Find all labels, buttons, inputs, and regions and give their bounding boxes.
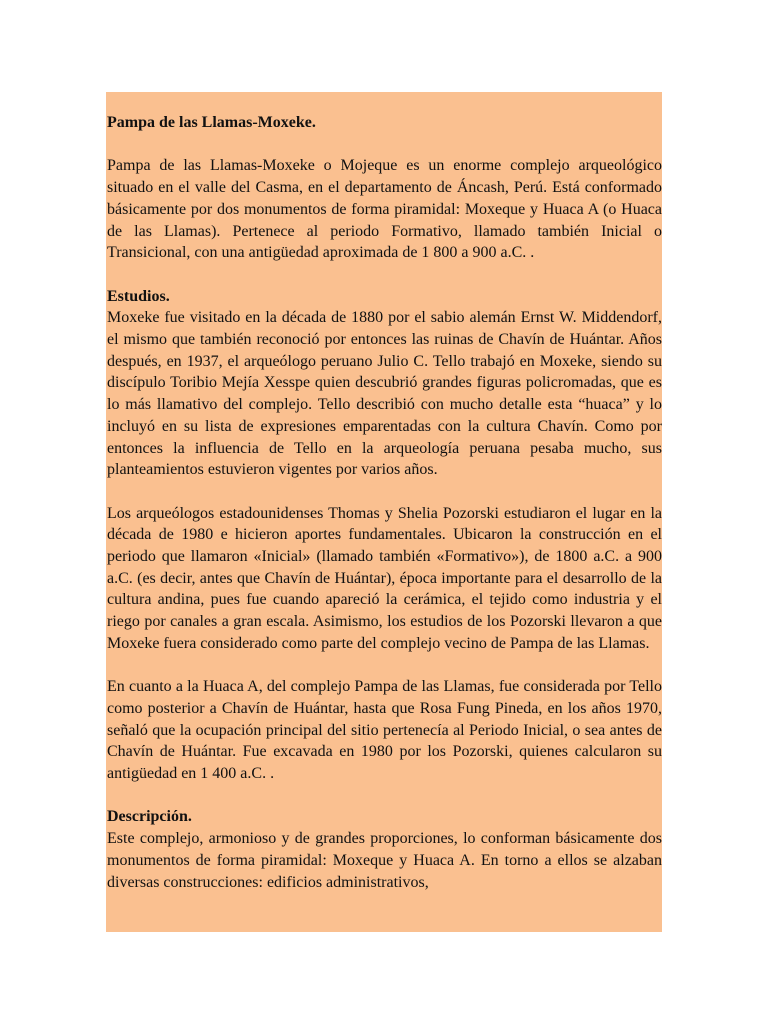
description-paragraph-1: Este complejo, armonioso y de grandes proporciones, lo conforman básicamente dos monumentos de forma piramidal: Moxeque y Huaca A. En torno a ellos se alzaban diversas construcciones: edificios administrativos, [107,830,662,891]
document-panel [106,92,662,932]
document-content [107,112,662,893]
studies-paragraph-2: Los arqueólogos estadounidenses Thomas y Shelia Pozorski estudiaron el lugar en la década de 1980 e hicieron aportes fundamentales. Ubicaron la construcción en el periodo que llamaron «Inicial» (llamado también «Formativo»), de 1800 a.C. a 900 a.C. (es decir, antes que Chavín de Huántar), época importante para el desarrollo de la cultura andina, pues fue cuando apareció la cerámica, el tejido como industria y el riego por canales a gran escala. Asimismo, los estudios de los Pozorski llevaron a que Moxeke fuera considerado como parte del complejo vecino de Pampa de las Llamas. [107,504,662,652]
studies-paragraph-3: En cuanto a la Huaca A, del complejo Pampa de las Llamas, fue considerada por Tello como posterior a Chavín de Huántar, hasta que Rosa Fung Pineda, en los años 1970, señaló que la ocupación principal del sitio pertenecía al Periodo Inicial, o sea antes de Chavín de Huántar. Fue excavada en 1980 por los Pozorski, quienes calcularon su antigüedad en 1 400 a.C. . [107,678,662,783]
intro-paragraph: Pampa de las Llamas-Moxeke o Mojeque es un enorme complejo arqueológico situado en el valle del Casma, en el departamento de Áncash, Perú. Está conformado básicamente por dos monumentos de forma piramidal: Moxeque y Huaca A (o Huaca de las Llamas). Pertenece al periodo Formativo, llamado también Inicial o Transicional, con una antigüedad aproximada de 1 800 a 900 a.C. . [107,157,662,262]
studies-heading: Estudios. [107,287,170,305]
document-title: Pampa de las Llamas-Moxeke. [107,114,316,131]
description-heading: Descripción. [107,808,192,826]
studies-paragraph-1: Moxeke fue visitado en la década de 1880 por el sabio alemán Ernst W. Middendorf, el mismo que también reconoció por entonces las ruinas de Chavín de Huántar. Años después, en 1937, el arqueólogo peruano Julio C. Tello trabajó en Moxeke, siendo su discípulo Toribio Mejía Xesspe quien descubrió grandes figuras policromadas, que es lo más llamativo del complejo. Tello describió con mucho detalle esta “huaca” y lo incluyó en su lista de expresiones emparentadas con la cultura Chavín. Como por entonces la influencia de Tello en la arqueología peruana pesaba mucho, sus planteamientos estuvieron vigentes por varios años. [107,309,662,479]
